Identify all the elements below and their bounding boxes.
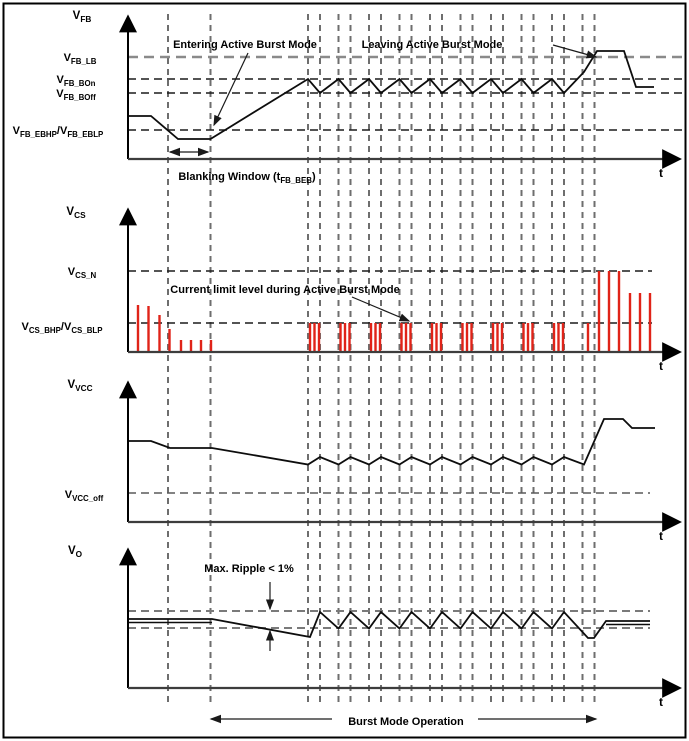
label-subscript: O bbox=[75, 550, 83, 559]
max-ripple-label bbox=[204, 563, 294, 575]
label-text: V bbox=[56, 88, 64, 100]
label-text: t bbox=[659, 529, 663, 543]
label-text: V bbox=[21, 321, 29, 333]
label-text: ) bbox=[311, 171, 316, 183]
vvcc-off-level-label bbox=[65, 489, 104, 503]
entering-burst-label bbox=[173, 39, 317, 51]
label-text: V bbox=[72, 10, 81, 22]
plot-vo-trace bbox=[128, 612, 650, 638]
label-subscript: FB_EBLP bbox=[67, 130, 104, 139]
label-subscript: FB bbox=[80, 15, 92, 24]
label-subscript: CS_BLP bbox=[71, 326, 103, 335]
label-text: V bbox=[56, 74, 64, 86]
plot-vvcc-t-label bbox=[659, 529, 663, 543]
label-subscript: FB_BOff bbox=[63, 93, 96, 102]
label-text: t bbox=[659, 695, 663, 709]
annotations bbox=[170, 39, 596, 728]
vfb-ebhp-level-label bbox=[13, 125, 104, 139]
vvcc-label bbox=[67, 379, 92, 393]
label-text: /V bbox=[56, 125, 68, 137]
plot-vvcc-trace bbox=[128, 419, 655, 465]
label-text: Leaving Active Burst Mode bbox=[361, 39, 503, 51]
label-subscript: CS_N bbox=[75, 271, 97, 280]
label-text: Entering Active Burst Mode bbox=[173, 39, 317, 51]
label-text: t bbox=[659, 166, 663, 180]
label-text: V bbox=[67, 545, 76, 557]
label-subscript: FB_LB bbox=[70, 57, 97, 66]
vo-label bbox=[68, 545, 83, 559]
label-text: Current limit level during Active Burst Mode bbox=[170, 284, 400, 296]
leaving-burst-label-arrow bbox=[553, 45, 596, 57]
leaving-burst-label bbox=[362, 39, 503, 51]
label-text: V bbox=[67, 379, 76, 391]
label-subscript: VCC_off bbox=[72, 494, 104, 503]
label-text: Burst Mode Operation bbox=[348, 716, 464, 728]
vcs-bhp-level-label bbox=[21, 321, 102, 335]
waveform-traces bbox=[128, 51, 655, 638]
label-text: V bbox=[67, 266, 76, 278]
blanking-window-label bbox=[178, 171, 316, 185]
label-text: V bbox=[63, 52, 71, 64]
plot-vcs-t-label bbox=[659, 359, 663, 373]
vfb-label bbox=[73, 10, 92, 24]
entering-burst-label-arrow bbox=[214, 53, 248, 125]
label-text: Max. Ripple < 1% bbox=[204, 563, 294, 575]
label-text: Blanking Window (t bbox=[178, 171, 281, 183]
label-text: V bbox=[64, 489, 73, 501]
plot-vo-t-label bbox=[659, 695, 663, 709]
label-subscript: FB_BOn bbox=[63, 79, 96, 88]
gridlines bbox=[168, 14, 595, 704]
label-subscript: CS bbox=[74, 211, 86, 220]
label-text: V bbox=[66, 206, 75, 218]
label-subscript: VCC bbox=[75, 384, 93, 393]
label-text: V bbox=[12, 125, 20, 137]
label-text: /V bbox=[60, 321, 72, 333]
vfb-bon-level-label bbox=[57, 74, 96, 88]
label-subscript: CS_BHP bbox=[28, 326, 61, 335]
vcs-label bbox=[66, 206, 86, 220]
label-text: t bbox=[659, 359, 663, 373]
plot-vfb-t-label bbox=[659, 166, 663, 180]
vfb-boff-level-label bbox=[56, 88, 96, 102]
plot-vfb-trace bbox=[128, 51, 654, 139]
current-limit-label bbox=[170, 284, 399, 296]
vfb-lb-level-label bbox=[64, 52, 97, 66]
burst-mode-operation-label bbox=[348, 716, 464, 728]
label-subscript: FB_EBHP bbox=[20, 130, 57, 139]
vcs-n-level-label bbox=[68, 266, 97, 280]
label-subscript: FB_BEB bbox=[280, 176, 312, 185]
